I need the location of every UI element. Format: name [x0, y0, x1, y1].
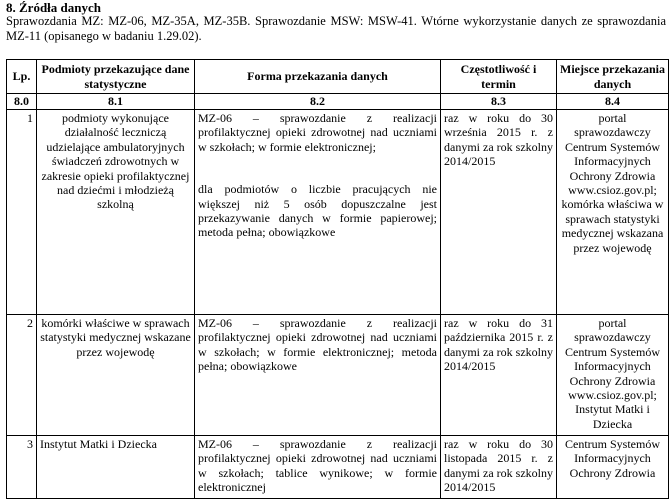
- row-number: 2: [7, 315, 37, 436]
- number-lp: 8.0: [7, 94, 37, 110]
- table-row: [7, 315, 669, 436]
- table-number-row: [7, 94, 669, 110]
- row-destination: portal sprawozdawczy Centrum Systemów Informacyjnych Ochrony Zdrowia www.csioz.gov.pl; Instytut Matki i Dziecka: [557, 315, 669, 436]
- row-form-part-a: MZ-06 – sprawozdanie z realizacji profilaktycznej opieki zdrowotnej nad uczniami w szkołach; w formie elektronicznej;: [198, 111, 437, 154]
- number-form: 8.2: [195, 94, 441, 110]
- intro-paragraph: Sprawozdania MZ: MZ-06, MZ-35A, MZ-35B. Sprawozdanie MSW: MSW-41. Wtórne wykorzystanie danych ze sprawozdania MZ-11 (opisanego w badaniu 1.29.02).: [6, 14, 666, 43]
- header-destination: Miejsce przekazania danych: [557, 60, 669, 94]
- row-frequency: raz w roku do 30 listopada 2015 r. z danymi za rok szkolny 2014/2015: [441, 436, 557, 499]
- row-form: MZ-06 – sprawozdanie z realizacji profilaktycznej opieki zdrowotnej nad uczniami w szkołach; tablice wynikowe; w formie elektronicznej: [195, 436, 441, 499]
- header-frequency: Częstotliwość i termin: [441, 60, 557, 94]
- header-lp: Lp.: [7, 60, 37, 94]
- table-row: [7, 436, 669, 499]
- row-destination: Centrum Systemów Informacyjnych Ochrony Zdrowia: [557, 436, 669, 499]
- row-destination: portal sprawozdawczy Centrum Systemów Informacyjnych Ochrony Zdrowia www.csioz.gov.pl; komórka właściwa w sprawach statystyki medycznej wskazana przez wojewodę: [557, 110, 669, 315]
- row-frequency: raz w roku do 31 października 2015 r. z danymi za rok szkolny 2014/2015: [441, 315, 557, 436]
- row-number: 1: [7, 110, 37, 315]
- number-destination: 8.4: [557, 94, 669, 110]
- row-frequency: raz w roku do 30 września 2015 r. z danymi za rok szkolny 2014/2015: [441, 110, 557, 315]
- table-row: [7, 110, 669, 315]
- row-number: 3: [7, 436, 37, 499]
- header-entities: Podmioty przekazujące dane statystyczne: [37, 60, 195, 94]
- spacer: [198, 154, 437, 182]
- row-entities: podmioty wykonujące działalność leczniczą udzielające ambulatoryjnych świadczeń zdrowotnych w zakresie opieki profilaktycznej nad dziećmi i młodzieżą szkolną: [37, 110, 195, 315]
- row-form-part-b: dla podmiotów o liczbie pracujących nie większej niż 5 osób dopuszczalne jest przekazywanie danych w formie papierowej; metoda pełna; obowiązkowe: [198, 182, 437, 240]
- number-entities: 8.1: [37, 94, 195, 110]
- row-entities: Instytut Matki i Dziecka: [37, 436, 195, 499]
- section-title: 8. Źródła danych: [6, 0, 101, 15]
- number-frequency: 8.3: [441, 94, 557, 110]
- data-sources-table: [6, 59, 669, 499]
- row-form: MZ-06 – sprawozdanie z realizacji profilaktycznej opieki zdrowotnej nad uczniami w szkołach; w formie elektronicznej; metoda pełna; obowiązkowe: [195, 315, 441, 436]
- row-form: [195, 110, 441, 315]
- table-header-row: [7, 60, 669, 94]
- row-entities: komórki właściwe w sprawach statystyki medycznej wskazane przez wojewodę: [37, 315, 195, 436]
- header-form: Forma przekazania danych: [195, 60, 441, 94]
